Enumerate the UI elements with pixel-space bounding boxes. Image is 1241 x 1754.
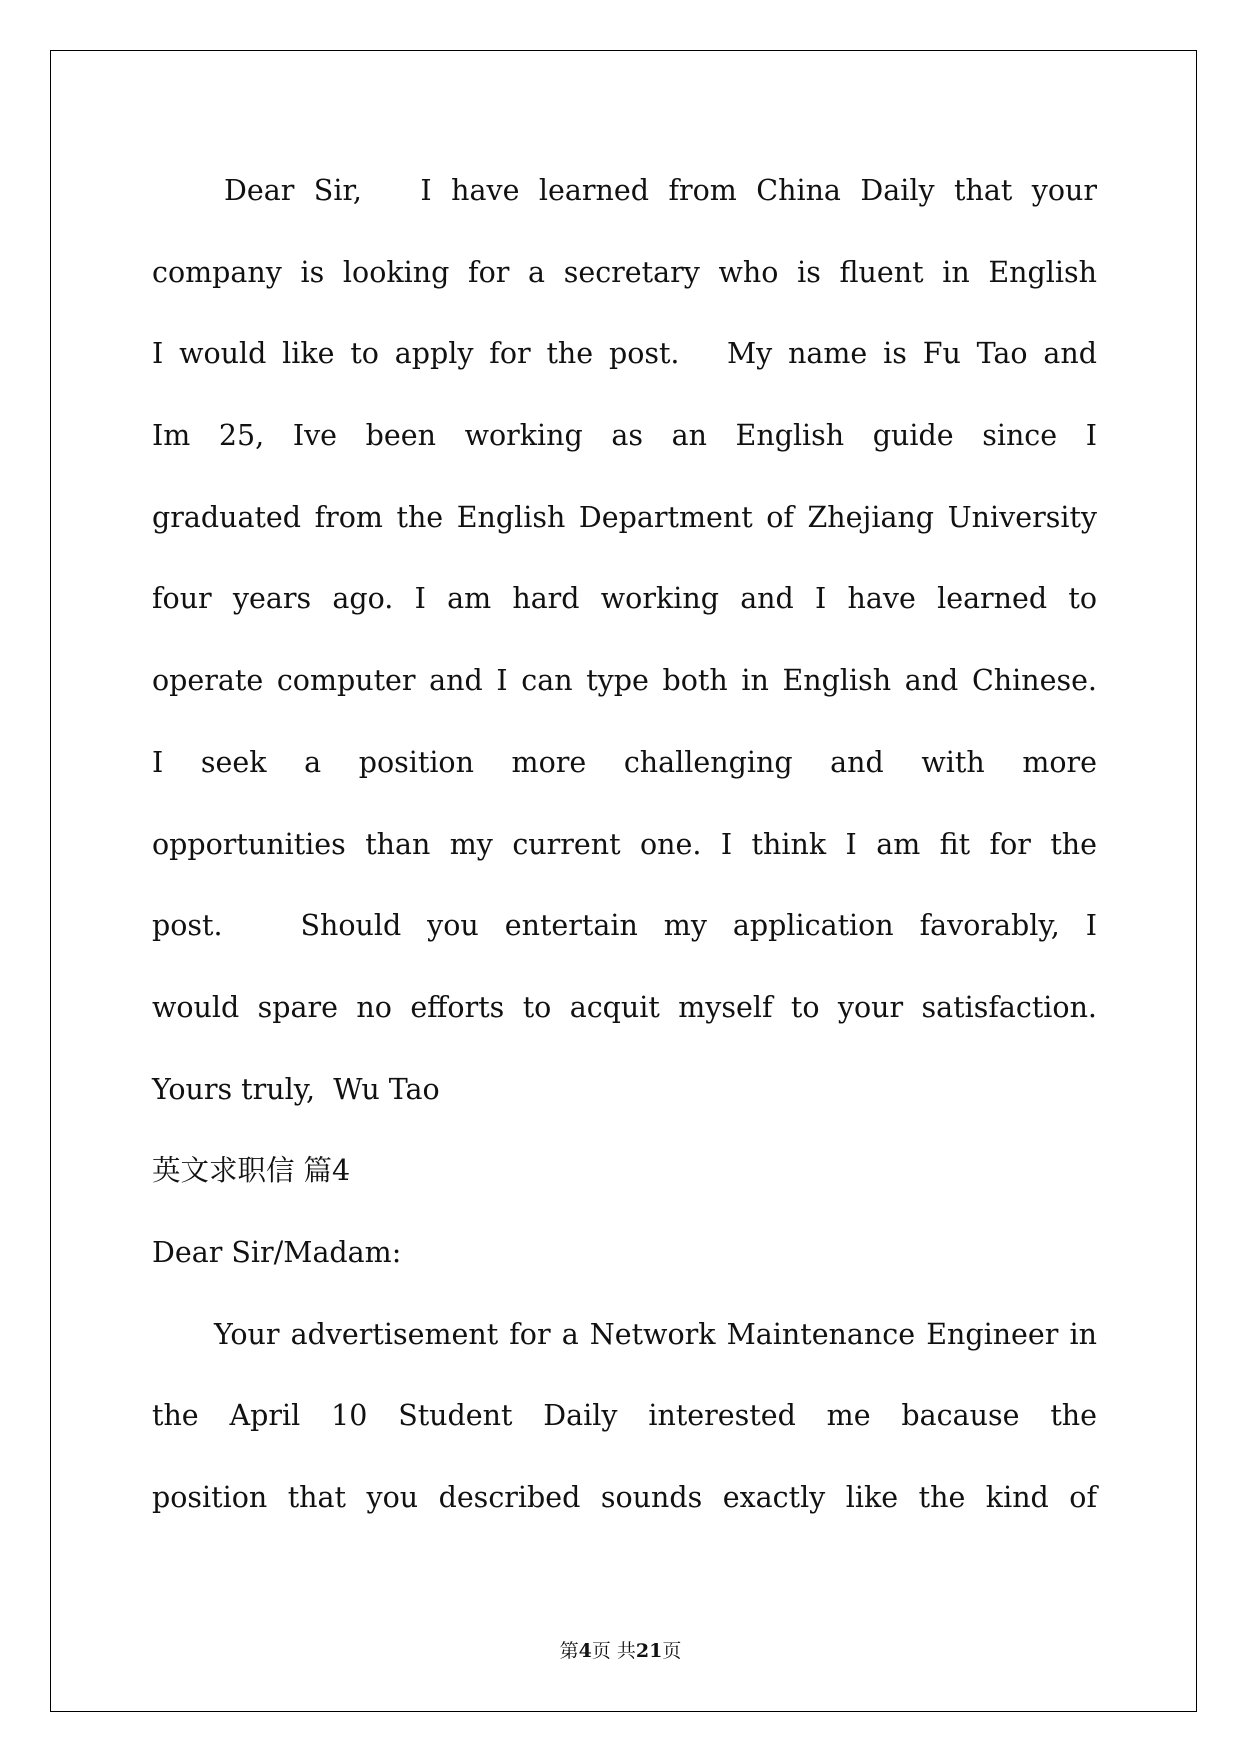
footer-total-pages: 21 bbox=[635, 1640, 663, 1662]
page-footer bbox=[0, 1636, 1241, 1663]
letter1-line-8: I seek a position more challenging and with more bbox=[152, 745, 1097, 779]
letter2-line-3: position that you described sounds exactly like the kind of bbox=[152, 1481, 1097, 1514]
section-heading: 英文求职信 篇4 bbox=[152, 1154, 351, 1188]
letter1-line-5: graduated from the English Department of Zhejiang University bbox=[152, 500, 1097, 534]
letter1-line-3: I would like to apply for the post. My name is Fu Tao and bbox=[152, 337, 1097, 371]
letter2-salutation: Dear Sir/Madam: bbox=[152, 1235, 402, 1269]
letter1-line-9: opportunities than my current one. I think I am fit for the bbox=[152, 827, 1097, 861]
footer-suffix: 页 bbox=[662, 1640, 682, 1662]
letter1-signoff: Yours truly, Wu Tao bbox=[152, 1072, 440, 1106]
letter1-line-2: company is looking for a secretary who is fluent in English bbox=[152, 255, 1097, 289]
footer-page-number: 4 bbox=[578, 1640, 592, 1662]
letter1-line-6: four years ago. I am hard working and I have learned to bbox=[152, 582, 1097, 616]
footer-mid: 页 共 bbox=[591, 1640, 636, 1662]
letter1-line-7: operate computer and I can type both in English and Chinese. bbox=[152, 664, 1097, 698]
letter2-line-1: Your advertisement for a Network Maintenance Engineer in bbox=[214, 1317, 1097, 1351]
letter1-line-1: Dear Sir, I have learned from China Daily that your bbox=[224, 174, 1097, 207]
letter1-line-11: would spare no efforts to acquit myself to your satisfaction. bbox=[152, 990, 1097, 1024]
letter1-line-4: Im 25, Ive been working as an English guide since I bbox=[152, 419, 1097, 453]
footer-prefix: 第 bbox=[559, 1640, 579, 1662]
document-body bbox=[152, 150, 1097, 1539]
letter2-line-2: the April 10 Student Daily interested me bacause the bbox=[152, 1399, 1097, 1433]
letter1-line-10: post. Should you entertain my application favorably, I bbox=[152, 909, 1097, 943]
